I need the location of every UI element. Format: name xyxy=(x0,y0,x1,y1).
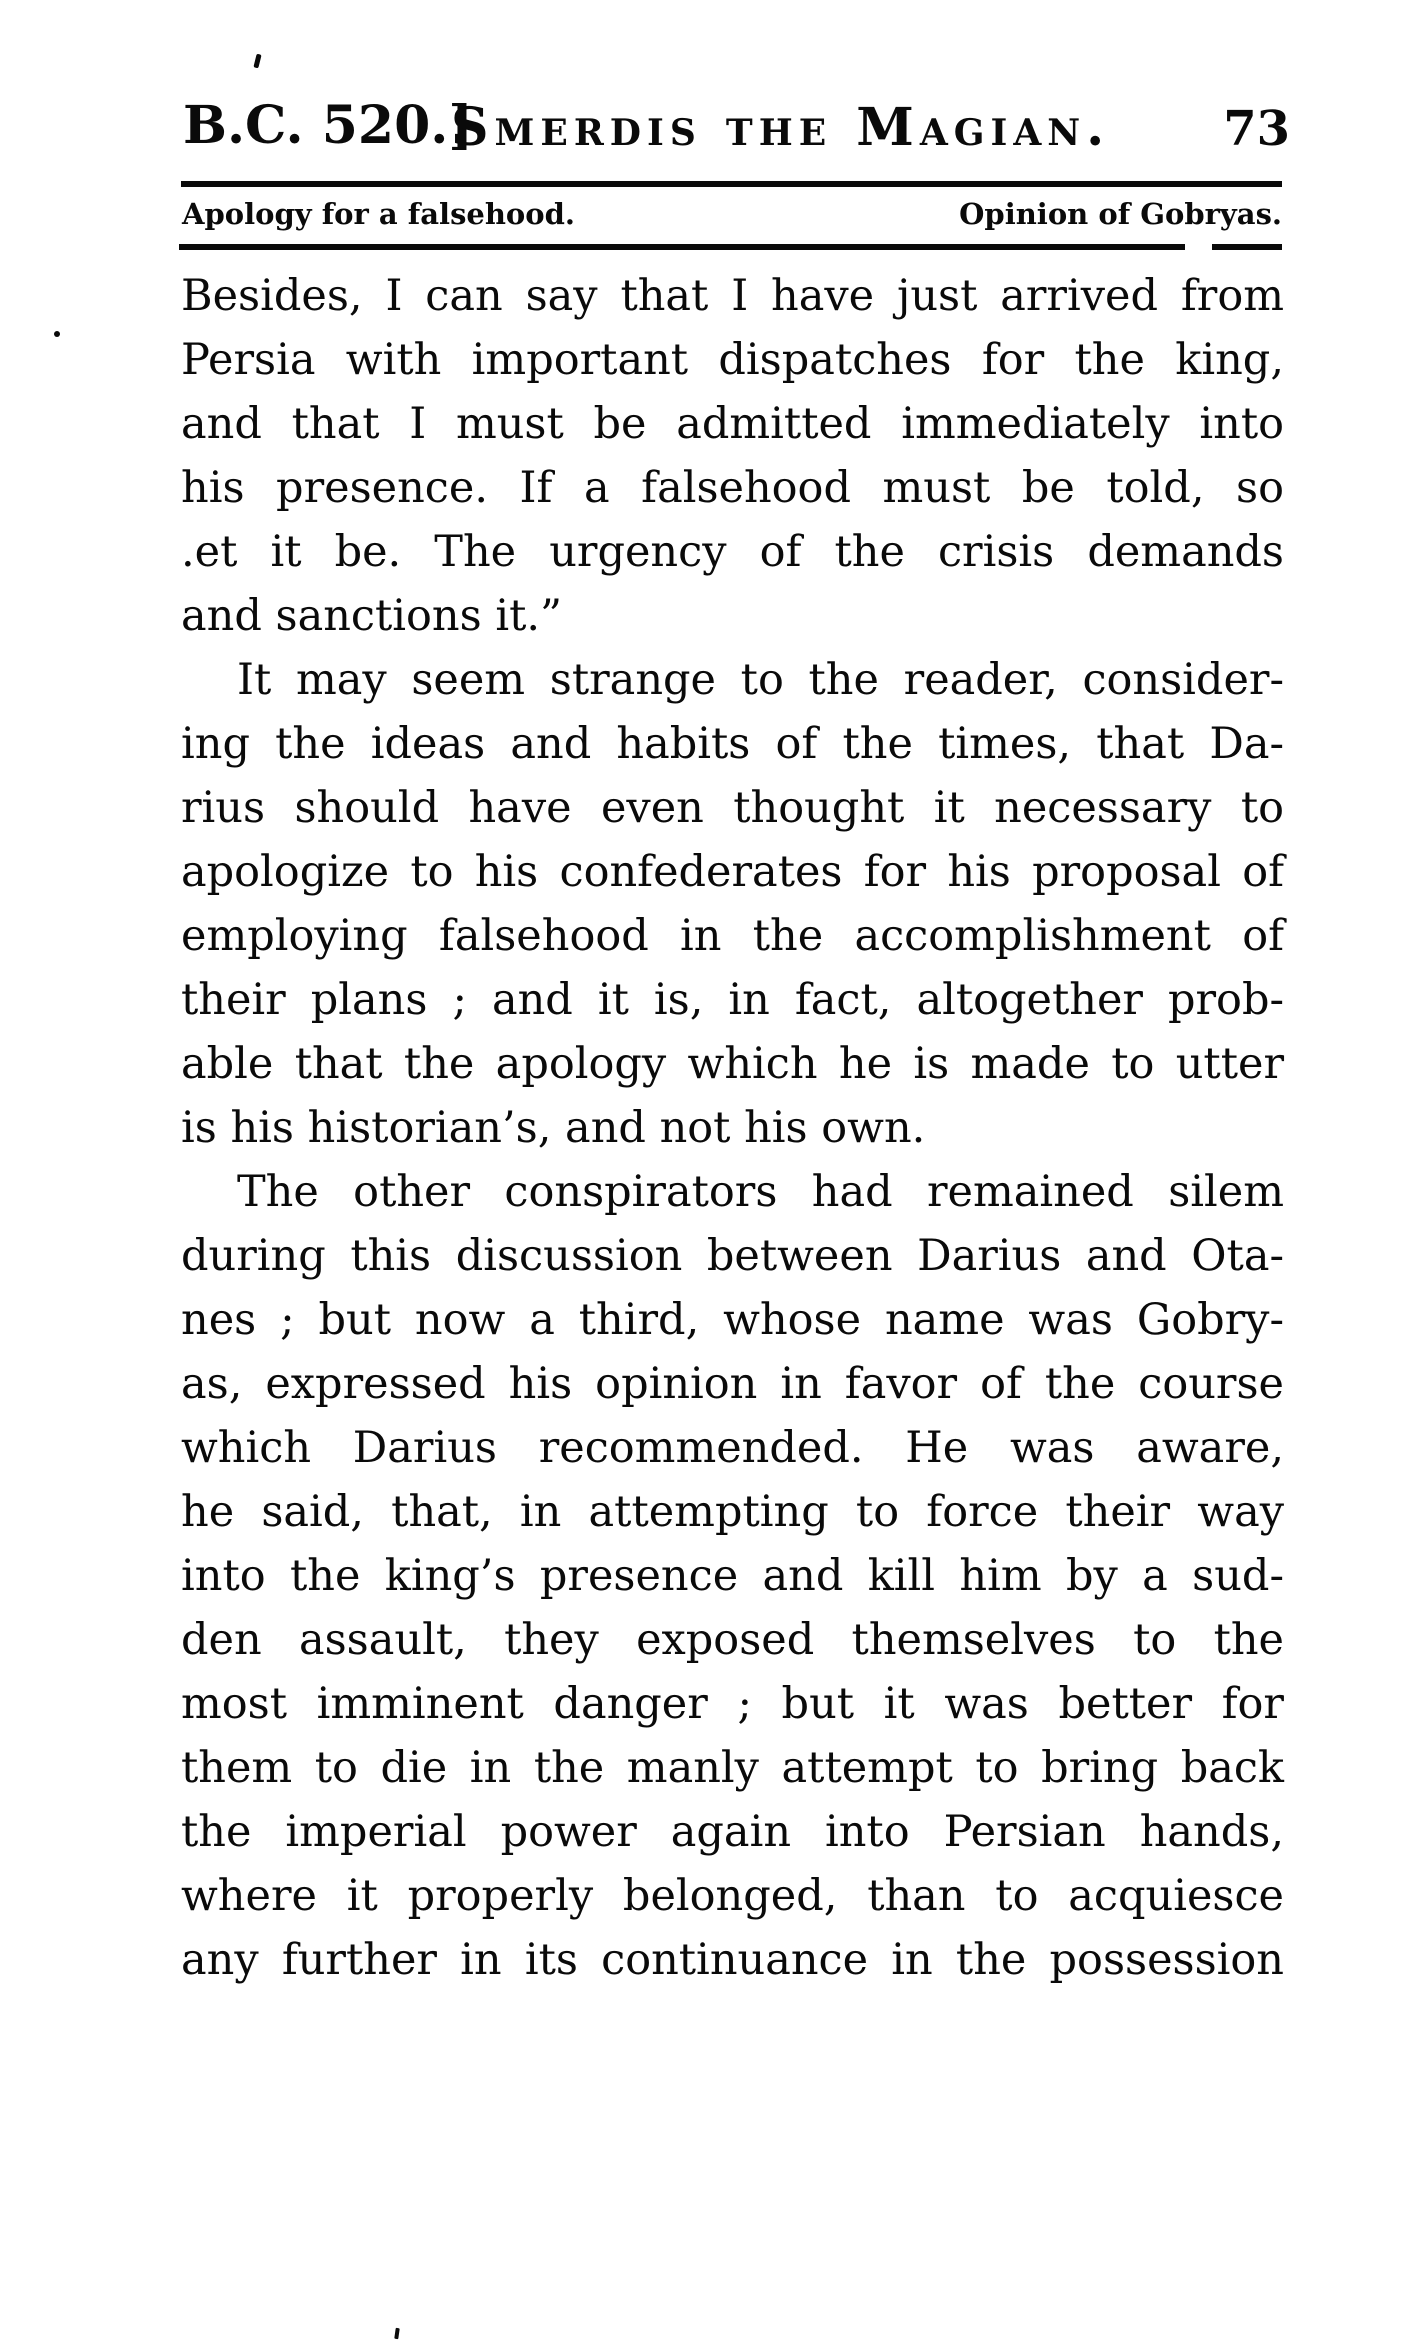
paragraph xyxy=(181,264,1284,648)
text-line: any further in its continuance in the possession xyxy=(181,1935,1284,1985)
text-line: ing the ideas and habits of the times, that Da- xyxy=(181,719,1284,769)
text-line: and sanctions it.” xyxy=(181,591,563,641)
text-line: nes ; but now a third, whose name was Gobry- xyxy=(181,1295,1284,1345)
running-head xyxy=(183,95,1290,162)
text-line: into the king’s presence and kill him by a sud- xyxy=(181,1551,1284,1601)
ink-speck xyxy=(253,54,261,69)
text-line: he said, that, in attempting to force their way xyxy=(181,1487,1284,1537)
paragraph xyxy=(181,1160,1284,1992)
text-line: It may seem strange to the reader, consider- xyxy=(237,655,1284,705)
text-line: employing falsehood in the accomplishment of xyxy=(181,911,1284,961)
text-line: Besides, I can say that I have just arrived from xyxy=(181,271,1284,321)
text-line: rius should have even thought it necessary to xyxy=(181,783,1284,833)
text-line: is his historian’s, and not his own. xyxy=(181,1103,926,1153)
text-line: apologize to his confederates for his proposal of xyxy=(181,847,1284,897)
divider-rule-bottom xyxy=(179,244,1185,250)
text-line: which Darius recommended. He was aware, xyxy=(181,1423,1284,1473)
text-line: where it properly belonged, than to acquiesce xyxy=(181,1871,1284,1921)
text-line: Persia with important dispatches for the king, xyxy=(181,335,1284,385)
text-line: his presence. If a falsehood must be told, so xyxy=(181,463,1284,513)
ink-speck xyxy=(54,331,60,337)
page-number: 73 xyxy=(1223,101,1290,157)
text-line: during this discussion between Darius and Ota- xyxy=(181,1231,1284,1281)
divider-rule-top xyxy=(181,181,1282,187)
text-line: them to die in the manly attempt to bring back xyxy=(181,1743,1284,1793)
text-line: .et it be. The urgency of the crisis demands xyxy=(181,527,1284,577)
text-line: The other conspirators had remained silem xyxy=(237,1167,1284,1217)
text-line: the imperial power again into Persian hands, xyxy=(181,1807,1284,1857)
text-line: most imminent danger ; but it was better for xyxy=(181,1679,1284,1729)
guide-word-left: Apology for a falsehood. xyxy=(182,197,575,231)
text-line: and that I must be admitted immediately into xyxy=(181,399,1284,449)
era-label: B.C. 520.] xyxy=(183,95,473,156)
ink-speck xyxy=(394,2328,399,2339)
page-title: Smerdis the Magian. xyxy=(451,97,1111,158)
divider-rule-bottom-segment xyxy=(1212,244,1282,250)
text-line: den assault, they exposed themselves to the xyxy=(181,1615,1284,1665)
text-line: their plans ; and it is, in fact, altogether prob- xyxy=(181,975,1284,1025)
guide-word-right: Opinion of Gobryas. xyxy=(959,197,1282,231)
guide-words-row xyxy=(182,191,1282,237)
text-line: as, expressed his opinion in favor of the course xyxy=(181,1359,1284,1409)
text-line: able that the apology which he is made to utter xyxy=(181,1039,1284,1089)
paragraph xyxy=(181,648,1284,1160)
body-text xyxy=(181,264,1284,1992)
